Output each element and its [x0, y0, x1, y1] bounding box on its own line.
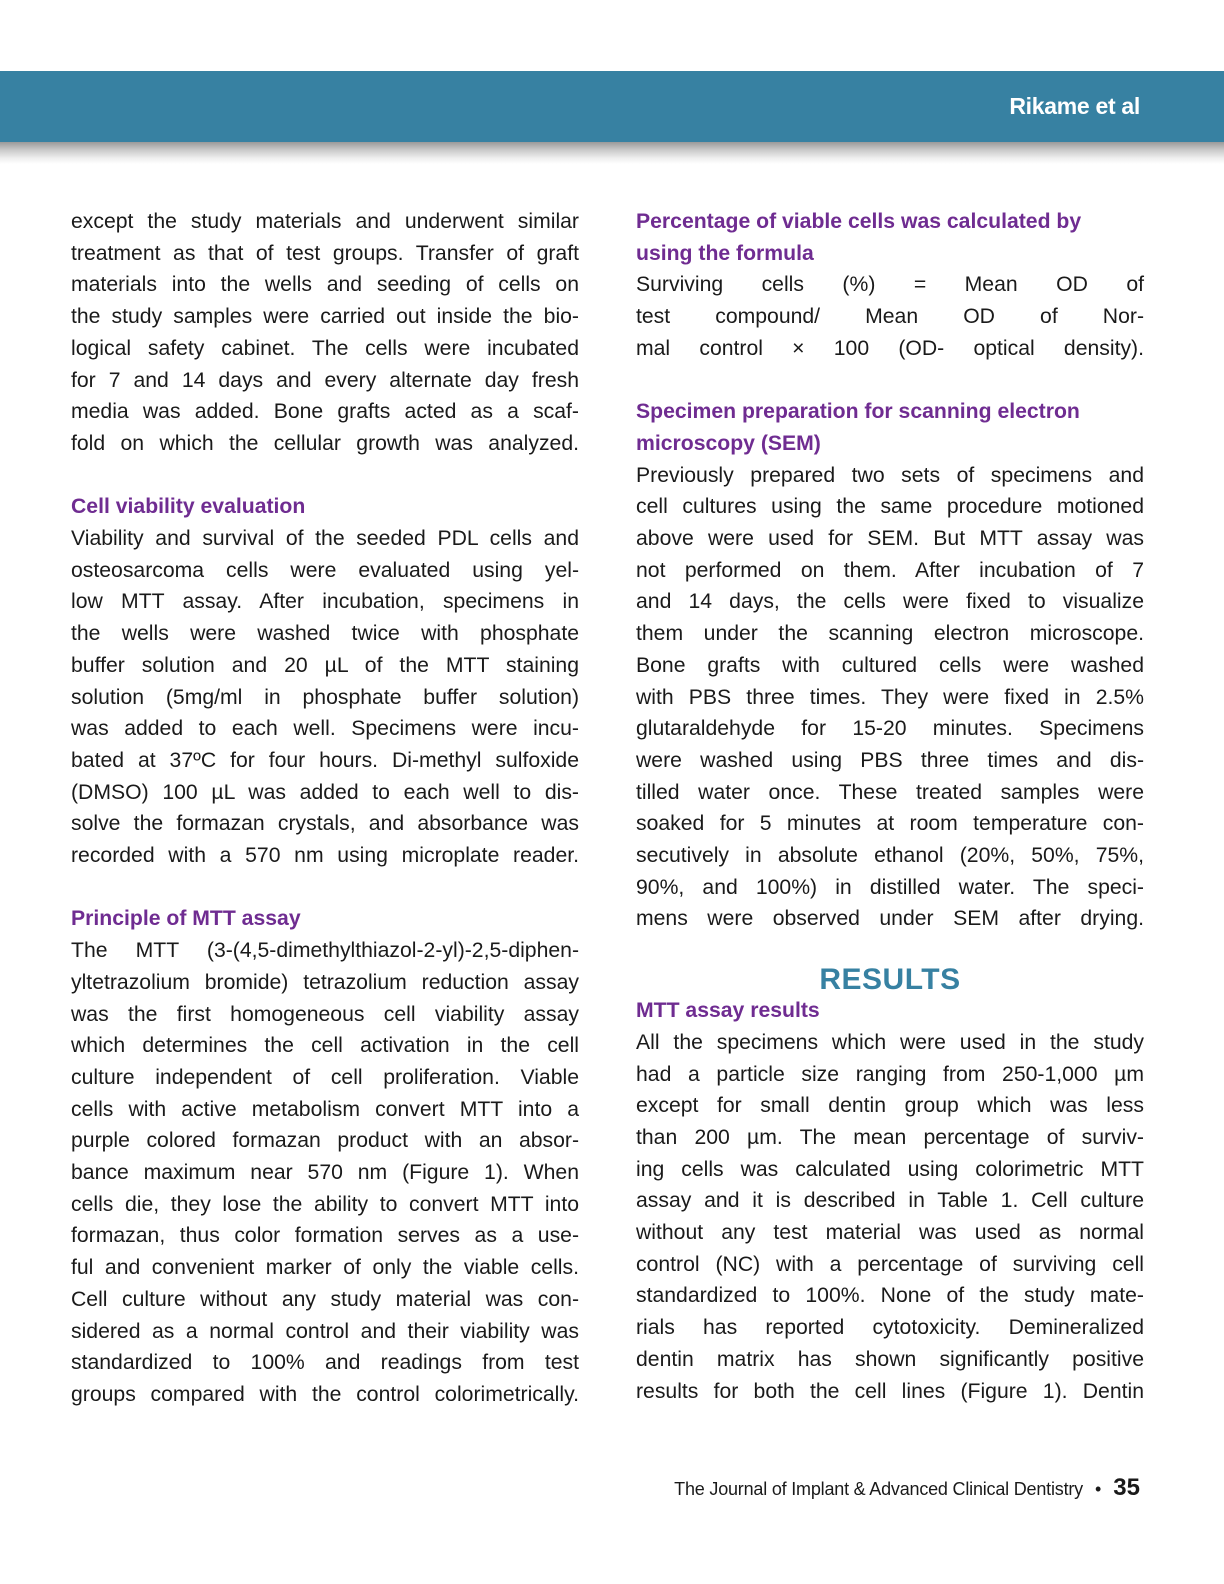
page-footer: [674, 1474, 1140, 1502]
text-line: not performed on them. After incubation of 7: [636, 558, 1144, 582]
text-line: purple colored formazan product with an absor-: [71, 1129, 579, 1153]
text-line: fold on which the cellular growth was analyzed.: [71, 431, 579, 455]
text-line: Bone grafts with cultured cells were washed: [636, 653, 1144, 677]
cell-viability-section: [71, 491, 579, 871]
text-line: was the first homogeneous cell viability assay: [71, 1002, 579, 1026]
text-line: except for small dentin group which was less: [636, 1094, 1144, 1118]
bullet-separator: •: [1094, 1479, 1102, 1499]
text-line: ful and convenient marker of only the viable cells.: [71, 1256, 579, 1280]
formula-section: [636, 206, 1144, 365]
text-line: had a particle size ranging from 250-1,000 µm: [636, 1062, 1144, 1086]
text-line: above were used for SEM. But MTT assay was: [636, 527, 1144, 551]
text-line: materials into the wells and seeding of cells on: [71, 273, 579, 297]
text-line: with PBS three times. They were fixed in 2.5%: [636, 685, 1144, 709]
text-line: Previously prepared two sets of specimens and: [636, 463, 1144, 487]
header-shadow: [0, 142, 1224, 164]
formula-line: Surviving cells (%) = Mean OD of: [636, 273, 1144, 297]
text-line: culture independent of cell proliferation. Viable: [71, 1065, 579, 1089]
formula-line: mal control × 100 (OD- optical density).: [636, 336, 1144, 360]
text-line: cell cultures using the same procedure motioned: [636, 495, 1144, 519]
text-line: 90%, and 100%) in distilled water. The speci-: [636, 875, 1144, 899]
page-number: 35: [1113, 1474, 1140, 1501]
section-title: RESULTS: [819, 963, 961, 997]
subsection-heading: Percentage of viable cells was calculated by: [636, 210, 1082, 233]
text-line: cells die, they lose the ability to convert MTT into: [71, 1192, 579, 1216]
spacer: [636, 935, 1144, 961]
running-head: Rikame et al: [1009, 93, 1140, 119]
left-column: [71, 206, 579, 1411]
right-column: [636, 206, 1144, 1407]
spacer: [71, 460, 579, 492]
text-line: dentin matrix has shown significantly positive: [636, 1347, 1144, 1371]
text-line: was added to each well. Specimens were incu-: [71, 717, 579, 741]
text-line: results for both the cell lines (Figure 1). Dentin: [636, 1379, 1144, 1403]
text-line: assay and it is described in Table 1. Cell culture: [636, 1189, 1144, 1213]
text-line: without any test material was used as normal: [636, 1221, 1144, 1245]
text-line: secutively in absolute ethanol (20%, 50%, 75%,: [636, 844, 1144, 868]
text-line: groups compared with the control colorimetrically.: [71, 1382, 579, 1406]
text-line: which determines the cell activation in the cell: [71, 1034, 579, 1058]
text-line: logical safety cabinet. The cells were incubated: [71, 336, 579, 360]
intro-paragraph: [71, 206, 579, 460]
journal-name: The Journal of Implant & Advanced Clinical Dentistry: [674, 1479, 1083, 1499]
text-line: Cell culture without any study material was con-: [71, 1287, 579, 1311]
text-line: the wells were washed twice with phosphate: [71, 622, 579, 646]
text-line: cells with active metabolism convert MTT into a: [71, 1097, 579, 1121]
spacer: [636, 365, 1144, 397]
text-line: solution (5mg/ml in phosphate buffer solution): [71, 685, 579, 709]
subsection-heading: MTT assay results: [636, 999, 820, 1023]
sem-section: [636, 396, 1144, 935]
text-line: bated at 37ºC for four hours. Di-methyl sulfoxide: [71, 748, 579, 772]
text-line: were washed using PBS three times and dis-: [636, 748, 1144, 772]
text-line: (DMSO) 100 µL was added to each well to dis-: [71, 780, 579, 804]
text-line: media was added. Bone grafts acted as a scaf-: [71, 400, 579, 424]
text-line: and 14 days, the cells were fixed to visualize: [636, 590, 1144, 614]
text-line: glutaraldehyde for 15-20 minutes. Specimens: [636, 717, 1144, 741]
text-line: yltetrazolium bromide) tetrazolium reduction assay: [71, 970, 579, 994]
principle-mtt-section: [71, 903, 579, 1410]
text-line: treatment as that of test groups. Transfer of graft: [71, 241, 579, 265]
formula-line: test compound/ Mean OD of Nor-: [636, 305, 1144, 329]
text-line: soaked for 5 minutes at room temperature con-: [636, 812, 1144, 836]
text-line: ing cells was calculated using colorimetric MTT: [636, 1157, 1144, 1181]
text-line: osteosarcoma cells were evaluated using yel-: [71, 558, 579, 582]
text-line: buffer solution and 20 µL of the MTT staining: [71, 653, 579, 677]
text-line: the study samples were carried out inside the bio-: [71, 305, 579, 329]
spacer: [71, 872, 579, 904]
text-line: The MTT (3-(4,5-dimethylthiazol-2-yl)-2,5-diphen-: [71, 939, 579, 963]
text-line: except the study materials and underwent similar: [71, 210, 579, 233]
text-line: Viability and survival of the seeded PDL cells and: [71, 527, 579, 551]
text-line: tilled water once. These treated samples were: [636, 780, 1144, 804]
subsection-heading: Principle of MTT assay: [71, 907, 301, 931]
text-line: solve the formazan crystals, and absorbance was: [71, 812, 579, 836]
text-line: standardized to 100%. None of the study mate-: [636, 1284, 1144, 1308]
text-line: recorded with a 570 nm using microplate reader.: [71, 844, 579, 868]
text-line: formazan, thus color formation serves as a use-: [71, 1224, 579, 1248]
text-line: than 200 µm. The mean percentage of surviv-: [636, 1125, 1144, 1149]
text-line: mens were observed under SEM after drying.: [636, 907, 1144, 931]
subsection-heading: Cell viability evaluation: [71, 495, 306, 519]
subsection-heading: microscopy (SEM): [636, 431, 821, 455]
text-line: sidered as a normal control and their viability was: [71, 1319, 579, 1343]
subsection-heading: using the formula: [636, 241, 814, 265]
subsection-heading: Specimen preparation for scanning electron: [636, 400, 1080, 424]
text-line: control (NC) with a percentage of surviving cell: [636, 1252, 1144, 1276]
text-line: standardized to 100% and readings from test: [71, 1351, 579, 1375]
text-line: them under the scanning electron microscope.: [636, 622, 1144, 646]
text-line: low MTT assay. After incubation, specimens in: [71, 590, 579, 614]
text-line: bance maximum near 570 nm (Figure 1). When: [71, 1161, 579, 1185]
text-line: All the specimens which were used in the study: [636, 1030, 1144, 1054]
text-line: rials has reported cytotoxicity. Demineralized: [636, 1316, 1144, 1340]
results-section: [636, 963, 1144, 1407]
text-line: for 7 and 14 days and every alternate day fresh: [71, 368, 579, 392]
